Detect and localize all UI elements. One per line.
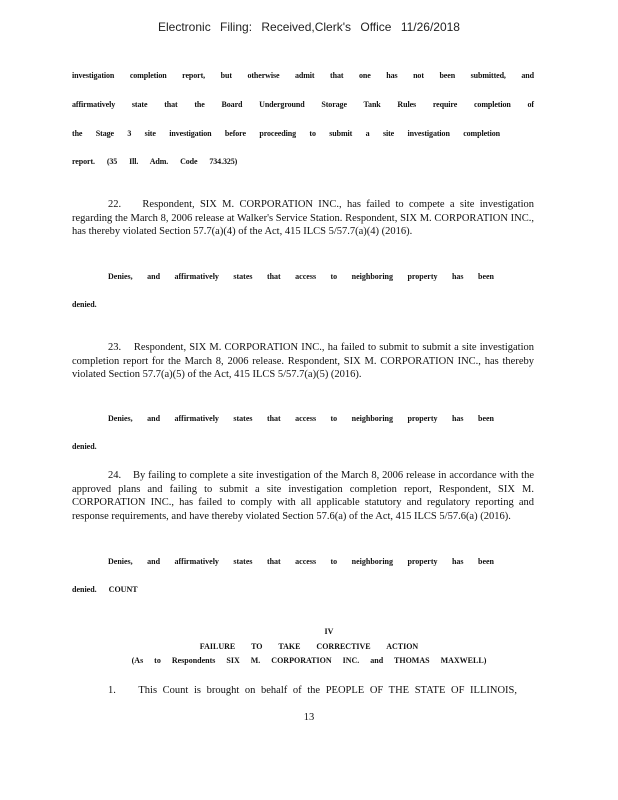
paragraph-22	[72, 198, 534, 239]
paragraph-22-text: Respondent, SIX M. CORPORATION INC., has failed to compete a site investigation regarding the March 8, 2006 release at Walker's Service Station. Respondent, SIX M. CORPORATION INC., has thereby violated Section 57.7(a)(4) of the Act, 415 ILCS 5/57.7(a)(4) (2016).	[72, 199, 535, 237]
paragraph-22-number: 22.	[108, 199, 122, 210]
intro-line-1: investigation completion report, but otherwise admit that one has not been submitted, and	[72, 71, 534, 80]
page-number: 13	[303, 712, 315, 723]
response-23-line-1: Denies, and affirmatively states that access to neighboring property has been	[108, 414, 494, 423]
count-subtitle: (As to Respondents SIX M. CORPORATION INC. and THOMAS MAXWELL)	[131, 656, 487, 665]
count-title: FAILURE TO TAKE CORRECTIVE ACTION	[199, 642, 419, 651]
paragraph-1	[72, 684, 534, 698]
filing-header: Electronic Filing: Received,Clerk's Office 11/26/2018	[158, 20, 460, 34]
response-22-line-2: denied.	[72, 300, 97, 309]
response-22-line-1: Denies, and affirmatively states that access to neighboring property has been	[108, 272, 494, 281]
response-24-line-1: Denies, and affirmatively states that access to neighboring property has been	[108, 557, 494, 566]
paragraph-23-text: Respondent, SIX M. CORPORATION INC., ha failed to submit to submit a site investigation completion report for the March 8, 2006 release. Respondent, SIX M. CORPORATION INC., has thereby violated Section 57.7(a)(5) of the Act, 415 ILCS 5/57.7(a)(5) (2016).	[72, 342, 535, 380]
response-24-line-2: denied. COUNT	[72, 585, 138, 594]
intro-line-2: affirmatively state that the Board Underground Storage Tank Rules require completion of	[72, 100, 534, 109]
intro-line-4: report. (35 Ill. Adm. Code 734.325)	[72, 157, 238, 166]
paragraph-24-number: 24.	[108, 470, 122, 481]
count-number: IV	[324, 627, 334, 636]
intro-line-3: the Stage 3 site investigation before proceeding to submit a site investigation completion	[72, 129, 500, 138]
paragraph-24	[72, 469, 534, 523]
paragraph-24-text: By failing to complete a site investigation of the March 8, 2006 release in accordance with the approved plans and failing to submit a site investigation completion report, Respondent, SIX M. CORPORATION INC., has failed to comply with all applicable statutory and regulatory reporting and response requirements, and have thereby violated Section 57.6(a) of the Act, 415 ILCS 5/57.6(a) (2016).	[72, 470, 534, 522]
paragraph-23-number: 23.	[108, 342, 122, 353]
paragraph-1-text: This Count is brought on behalf of the PEOPLE OF THE STATE OF ILLINOIS,	[138, 685, 517, 696]
paragraph-1-number: 1.	[108, 685, 116, 696]
response-23-line-2: denied.	[72, 442, 97, 451]
paragraph-23	[72, 341, 534, 382]
